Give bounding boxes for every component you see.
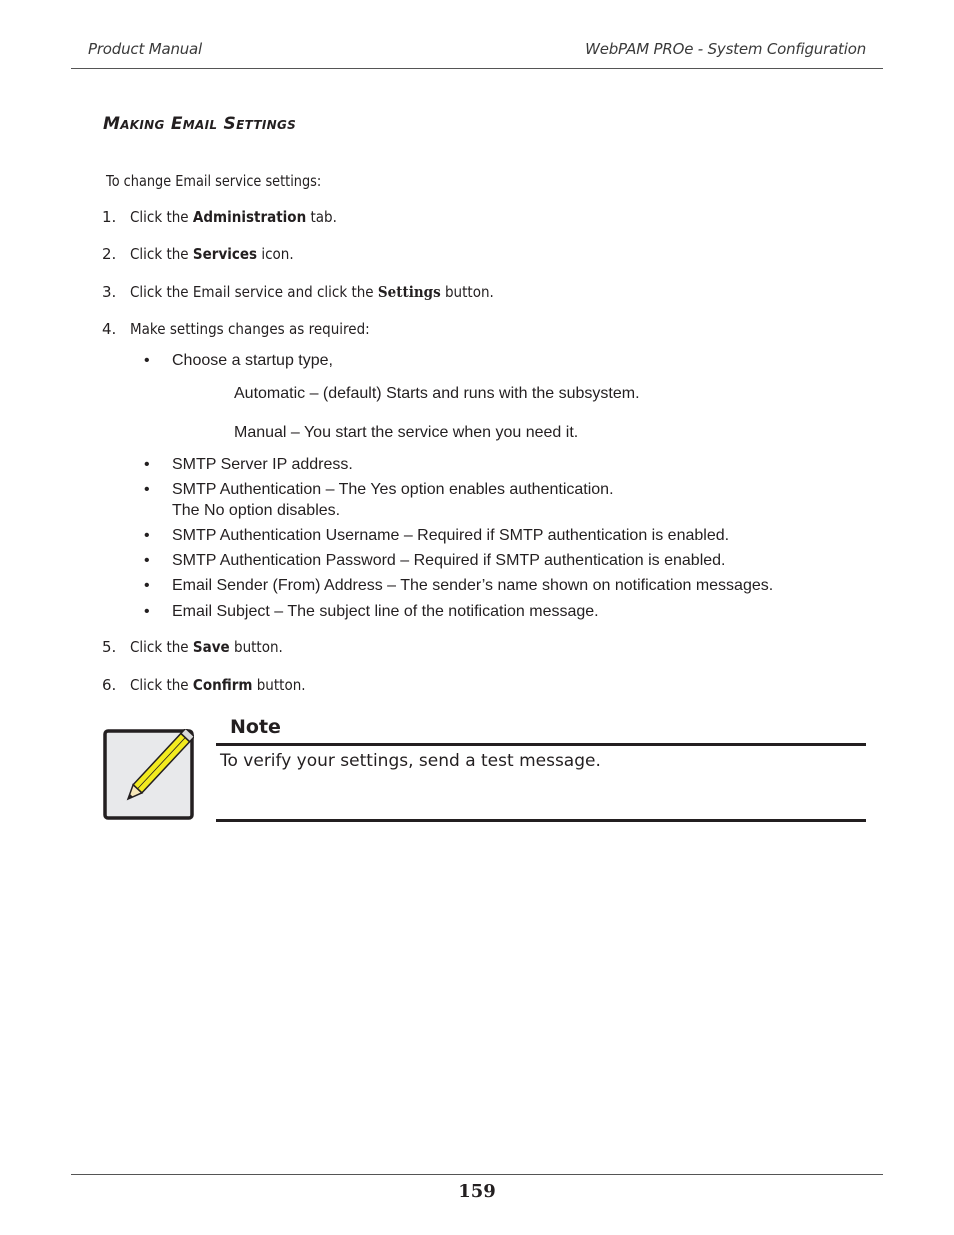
step-text: button. xyxy=(440,283,494,301)
bullet-item xyxy=(144,550,726,571)
step-6 xyxy=(102,676,325,694)
step-bold: Services xyxy=(192,245,258,263)
step-bold: Save xyxy=(192,638,230,656)
step-5 xyxy=(102,638,300,656)
bullet-text: Choose a startup type, xyxy=(172,352,333,369)
bullet-item xyxy=(144,601,599,622)
step-bold: Settings xyxy=(377,283,441,301)
step-text: Make settings changes as required: xyxy=(130,320,370,338)
bullet-item xyxy=(144,350,333,371)
note-heading: Note xyxy=(230,716,281,738)
bullet-text: SMTP Authentication – The Yes option enables authentication. xyxy=(172,481,614,498)
step-text: Click the Email service and click the xyxy=(130,283,378,301)
step-text: Click the xyxy=(130,638,193,656)
bullet-symbol: • xyxy=(144,577,150,594)
step-text: tab. xyxy=(306,208,337,226)
bullet-item xyxy=(144,479,614,519)
bullet-text: Email Sender (From) Address – The sender’s name shown on notification messages. xyxy=(172,577,774,594)
bullet-text: Email Subject – The subject line of the notification message. xyxy=(172,603,599,620)
step-number: 4. xyxy=(102,320,117,338)
bullet-symbol: • xyxy=(144,352,150,369)
bullet-symbol: • xyxy=(144,481,150,498)
step-number: 6. xyxy=(102,676,117,694)
bullet-text: SMTP Authentication Username – Required if SMTP authentication is enabled. xyxy=(172,527,730,544)
step-number: 5. xyxy=(102,638,117,656)
header-left: Product Manual xyxy=(88,40,203,58)
step-2 xyxy=(102,245,312,263)
pencil-icon xyxy=(103,729,194,820)
step-bold: Administration xyxy=(192,208,307,226)
bullet-symbol: • xyxy=(144,552,150,569)
step-3 xyxy=(102,283,534,301)
page-number: 159 xyxy=(458,1181,496,1202)
bullet-item xyxy=(144,454,353,475)
step-1 xyxy=(102,208,360,226)
step-4 xyxy=(102,320,396,338)
header-right: WebPAM PROe - System Configuration xyxy=(585,40,866,58)
step-number: 2. xyxy=(102,245,117,263)
bullet-text: SMTP Authentication Password – Required if SMTP authentication is enabled. xyxy=(172,552,726,569)
step-text: Click the xyxy=(130,676,193,694)
bullet-continuation: The No option disables. xyxy=(172,502,341,519)
bullet-symbol: • xyxy=(144,527,150,544)
step-bold: Confirm xyxy=(192,676,253,694)
intro-text: To change Email service settings: xyxy=(106,172,322,190)
bullet-item xyxy=(144,525,729,546)
header-divider xyxy=(71,68,883,69)
step-number: 1. xyxy=(102,208,117,226)
bullet-symbol: • xyxy=(144,603,150,620)
step-text: button. xyxy=(252,676,306,694)
note-top-divider xyxy=(216,743,866,746)
bullet-symbol: • xyxy=(144,456,150,473)
bullet-item xyxy=(144,575,773,596)
startup-option: Manual – You start the service when you need it. xyxy=(234,424,579,441)
step-text: button. xyxy=(229,638,283,656)
step-text: Click the xyxy=(130,245,193,263)
note-text: To verify your settings, send a test message. xyxy=(220,751,601,771)
note-bottom-divider xyxy=(216,819,866,822)
section-title: Making Email Settings xyxy=(103,114,297,134)
step-number: 3. xyxy=(102,283,117,301)
bullet-text: SMTP Server IP address. xyxy=(172,456,353,473)
startup-option: Automatic – (default) Starts and runs with the subsystem. xyxy=(234,385,640,402)
step-text: Click the xyxy=(130,208,193,226)
step-text: icon. xyxy=(257,245,294,263)
footer-divider xyxy=(71,1174,883,1175)
